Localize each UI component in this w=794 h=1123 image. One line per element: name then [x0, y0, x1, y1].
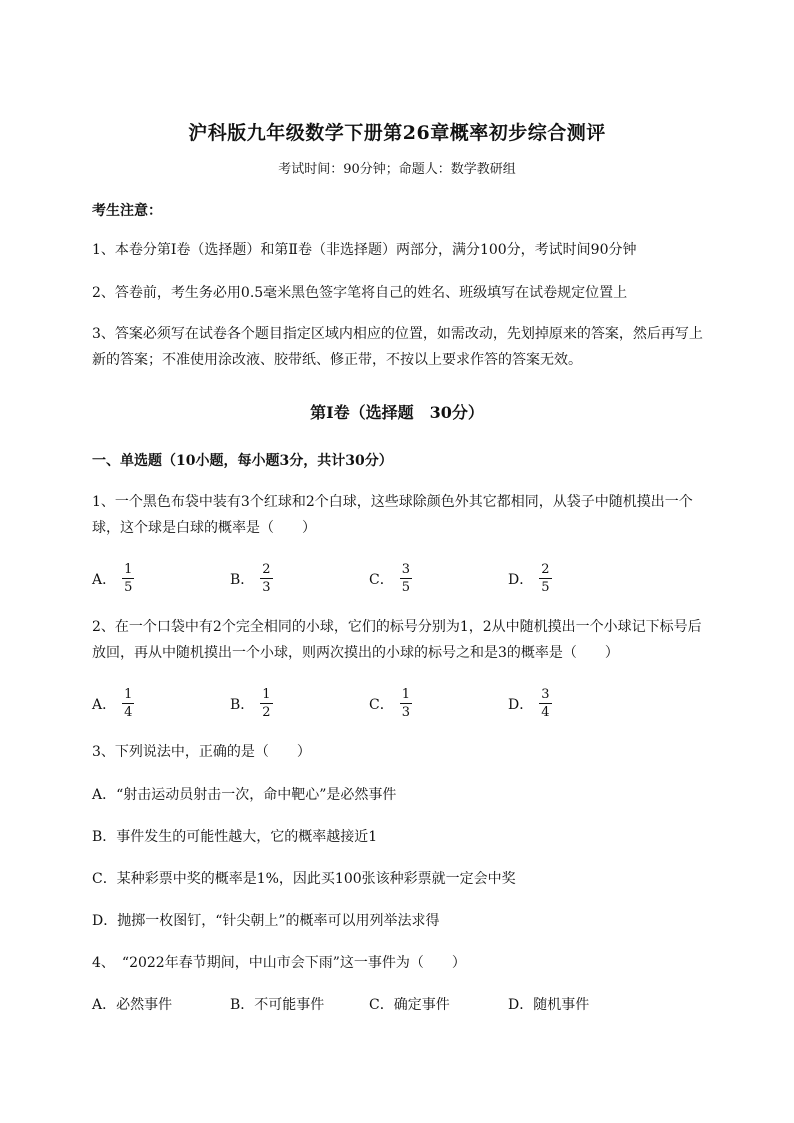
question-4-option-d[interactable]: D．随机事件 — [508, 997, 590, 1013]
option-letter: D． — [508, 571, 534, 588]
fraction — [400, 687, 412, 720]
notice-item: 3、答案必须写在试卷各个题目指定区域内相应的位置，如需改动，先划掉原来的答案，然后再写上新的答案；不准使用涂改液、胶带纸、修正带，不按以上要求作答的答案无效。 — [92, 326, 703, 368]
numerator: 1 — [124, 687, 133, 702]
exam-info: 考试时间：90分钟；命题人：数学教研组 — [278, 162, 516, 177]
question-1-option-a[interactable] — [92, 562, 134, 595]
question-4-option-c[interactable]: C．确定事件 — [369, 997, 450, 1013]
question-1-option-b[interactable] — [230, 562, 273, 595]
question-2-option-d[interactable] — [508, 687, 552, 720]
option-letter: A． — [92, 696, 117, 713]
numerator: 2 — [541, 562, 550, 577]
numerator: 2 — [262, 562, 271, 577]
section-title: 第I卷（选择题 30分） — [310, 403, 484, 422]
question-3-option-d[interactable]: D．抛掷一枚图钉，“针尖朝上”的概率可以用列举法求得 — [92, 913, 440, 929]
denominator: 5 — [401, 580, 410, 595]
numerator: 1 — [262, 687, 271, 702]
question-4-option-a[interactable]: A．必然事件 — [92, 997, 173, 1013]
part-title: 一、单选题（10小题，每小题3分，共计30分） — [92, 453, 393, 469]
question-1-stem: 1、一个黑色布袋中装有3个红球和2个白球，这些球除颜色外其它都相同，从袋子中随机摸出一个球，这个球是白球的概率是（ ） — [92, 494, 693, 536]
option-letter: B． — [230, 571, 255, 588]
option-letter: D． — [508, 696, 534, 713]
numerator: 1 — [401, 687, 410, 702]
denominator: 5 — [541, 580, 550, 595]
question-4-stem: 4、 “2022年春节期间，中山市会下雨”这一事件为（ ） — [92, 955, 466, 971]
question-4-option-b[interactable]: B．不可能事件 — [230, 997, 325, 1013]
numerator: 3 — [401, 562, 410, 577]
fraction — [260, 562, 272, 595]
question-3-option-b[interactable]: B．事件发生的可能性越大，它的概率越接近1 — [92, 829, 378, 845]
notice-heading: 考生注意： — [92, 203, 162, 219]
question-1-option-c[interactable] — [369, 562, 412, 595]
option-letter: B． — [230, 696, 255, 713]
numerator: 3 — [541, 687, 550, 702]
denominator: 4 — [541, 705, 550, 720]
denominator: 3 — [401, 705, 410, 720]
denominator: 3 — [262, 580, 271, 595]
fraction — [122, 562, 134, 595]
option-letter: A． — [92, 571, 117, 588]
fraction — [260, 687, 272, 720]
question-1-option-d[interactable] — [508, 562, 552, 595]
denominator: 5 — [124, 580, 133, 595]
option-letter: C． — [369, 696, 394, 713]
denominator: 4 — [124, 705, 133, 720]
question-3-stem: 3、下列说法中，正确的是（ ） — [92, 744, 311, 760]
fraction — [539, 687, 551, 720]
fraction — [122, 687, 134, 720]
page-title: 沪科版九年级数学下册第26章概率初步综合测评 — [188, 122, 606, 144]
question-3-option-c[interactable]: C．某种彩票中奖的概率是1%，因此买100张该种彩票就一定会中奖 — [92, 871, 516, 887]
fraction — [400, 562, 412, 595]
notice-item: 1、本卷分第I卷（选择题）和第Ⅱ卷（非选择题）两部分，满分100分，考试时间90分钟 — [92, 242, 637, 258]
question-2-option-c[interactable] — [369, 687, 412, 720]
question-2-option-a[interactable] — [92, 687, 134, 720]
option-letter: C． — [369, 571, 394, 588]
question-3-option-a[interactable]: A．“射击运动员射击一次，命中靶心”是必然事件 — [92, 787, 397, 803]
question-2-option-b[interactable] — [230, 687, 273, 720]
notice-item: 2、答卷前，考生务必用0.5毫米黑色签字笔将自己的姓名、班级填写在试卷规定位置上 — [92, 285, 628, 301]
question-2-stem: 2、在一个口袋中有2个完全相同的小球，它们的标号分别为1，2从中随机摸出一个小球记下标号后放回，再从中随机摸出一个小球，则两次摸出的小球的标号之和是3的概率是（ ） — [92, 619, 702, 661]
fraction — [539, 562, 551, 595]
numerator: 1 — [124, 562, 133, 577]
denominator: 2 — [262, 705, 271, 720]
